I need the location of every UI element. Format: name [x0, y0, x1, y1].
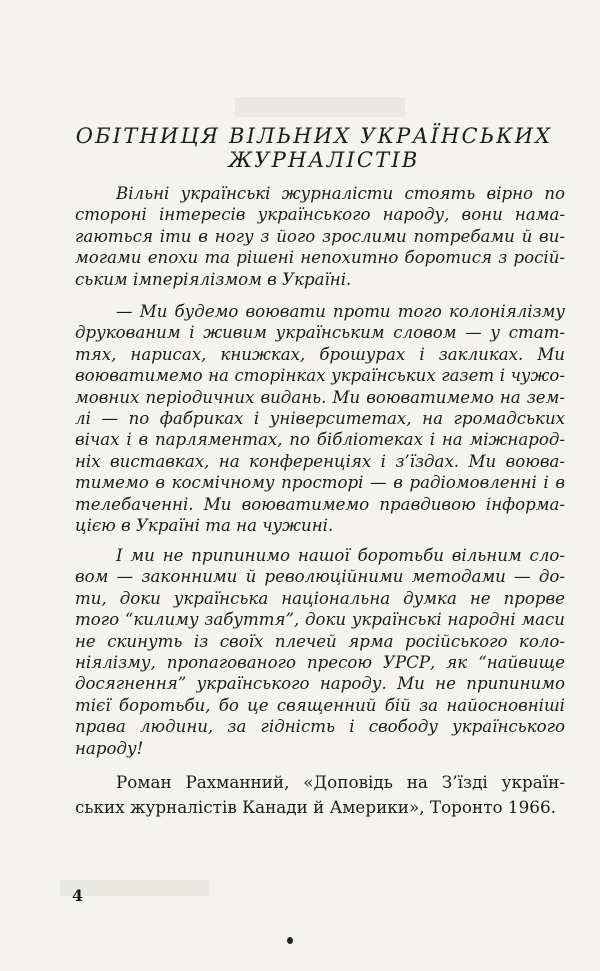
- bleed-through-shadow: [235, 97, 405, 117]
- page-number: 4: [72, 886, 84, 905]
- title-line-1: ОБІТНИЦЯ ВІЛЬНИХ УКРАЇНСЬКИХ: [75, 124, 553, 148]
- title-line-2: ЖУРНАЛІСТІВ: [228, 148, 420, 172]
- ink-dot: [287, 937, 293, 944]
- paragraph-1: Вільні українські журналісти стоять вірно по стороні інтересів українського народу, вони намагаються іти в ногу з його зрослими потребами й вимогами епохи та рішені непохитно боротися з російським імперіялізмом в Україні.: [75, 184, 565, 289]
- paragraph-3: І ми не припинимо нашої боротьби вільним словом — законними й революційними методами — доти, доки українська національна думка не прорве того “килиму забуття”, доки українські народні маси не скинуть із своїх плечей ярма російського колоніялізму, пропагованого пресою УРСР, як “найвище досягнення” українського народу. Ми не припинимо тієї боротьби, бо це священний бій за найосновніші права людини, за гідність і свободу українського народу!: [75, 546, 565, 758]
- attribution: Роман Рахманний, «Доповідь на З’їзді українських журналістів Канади й Америки», Торонто 1966.: [75, 772, 565, 817]
- paragraph-2: — Ми будемо воювати проти того колоніялізму друкованим і живим українським словом — у статтях, нарисах, книжках, брошурах і закликах. Ми воюватимемо на сторінках українських газет і чужомовних періодичних видань. Ми воюватимемо на землі — по фабриках і університетах, на громадських вічах і в парляментах, по бібліотеках і на міжнародніх виставках, на конференціях і з’їздах. Ми воюватимемо в космічному просторі — в радіомовленні і в телебаченні. Ми воюватимемо правдивою інформацією в Україні та на чужині.: [75, 302, 565, 536]
